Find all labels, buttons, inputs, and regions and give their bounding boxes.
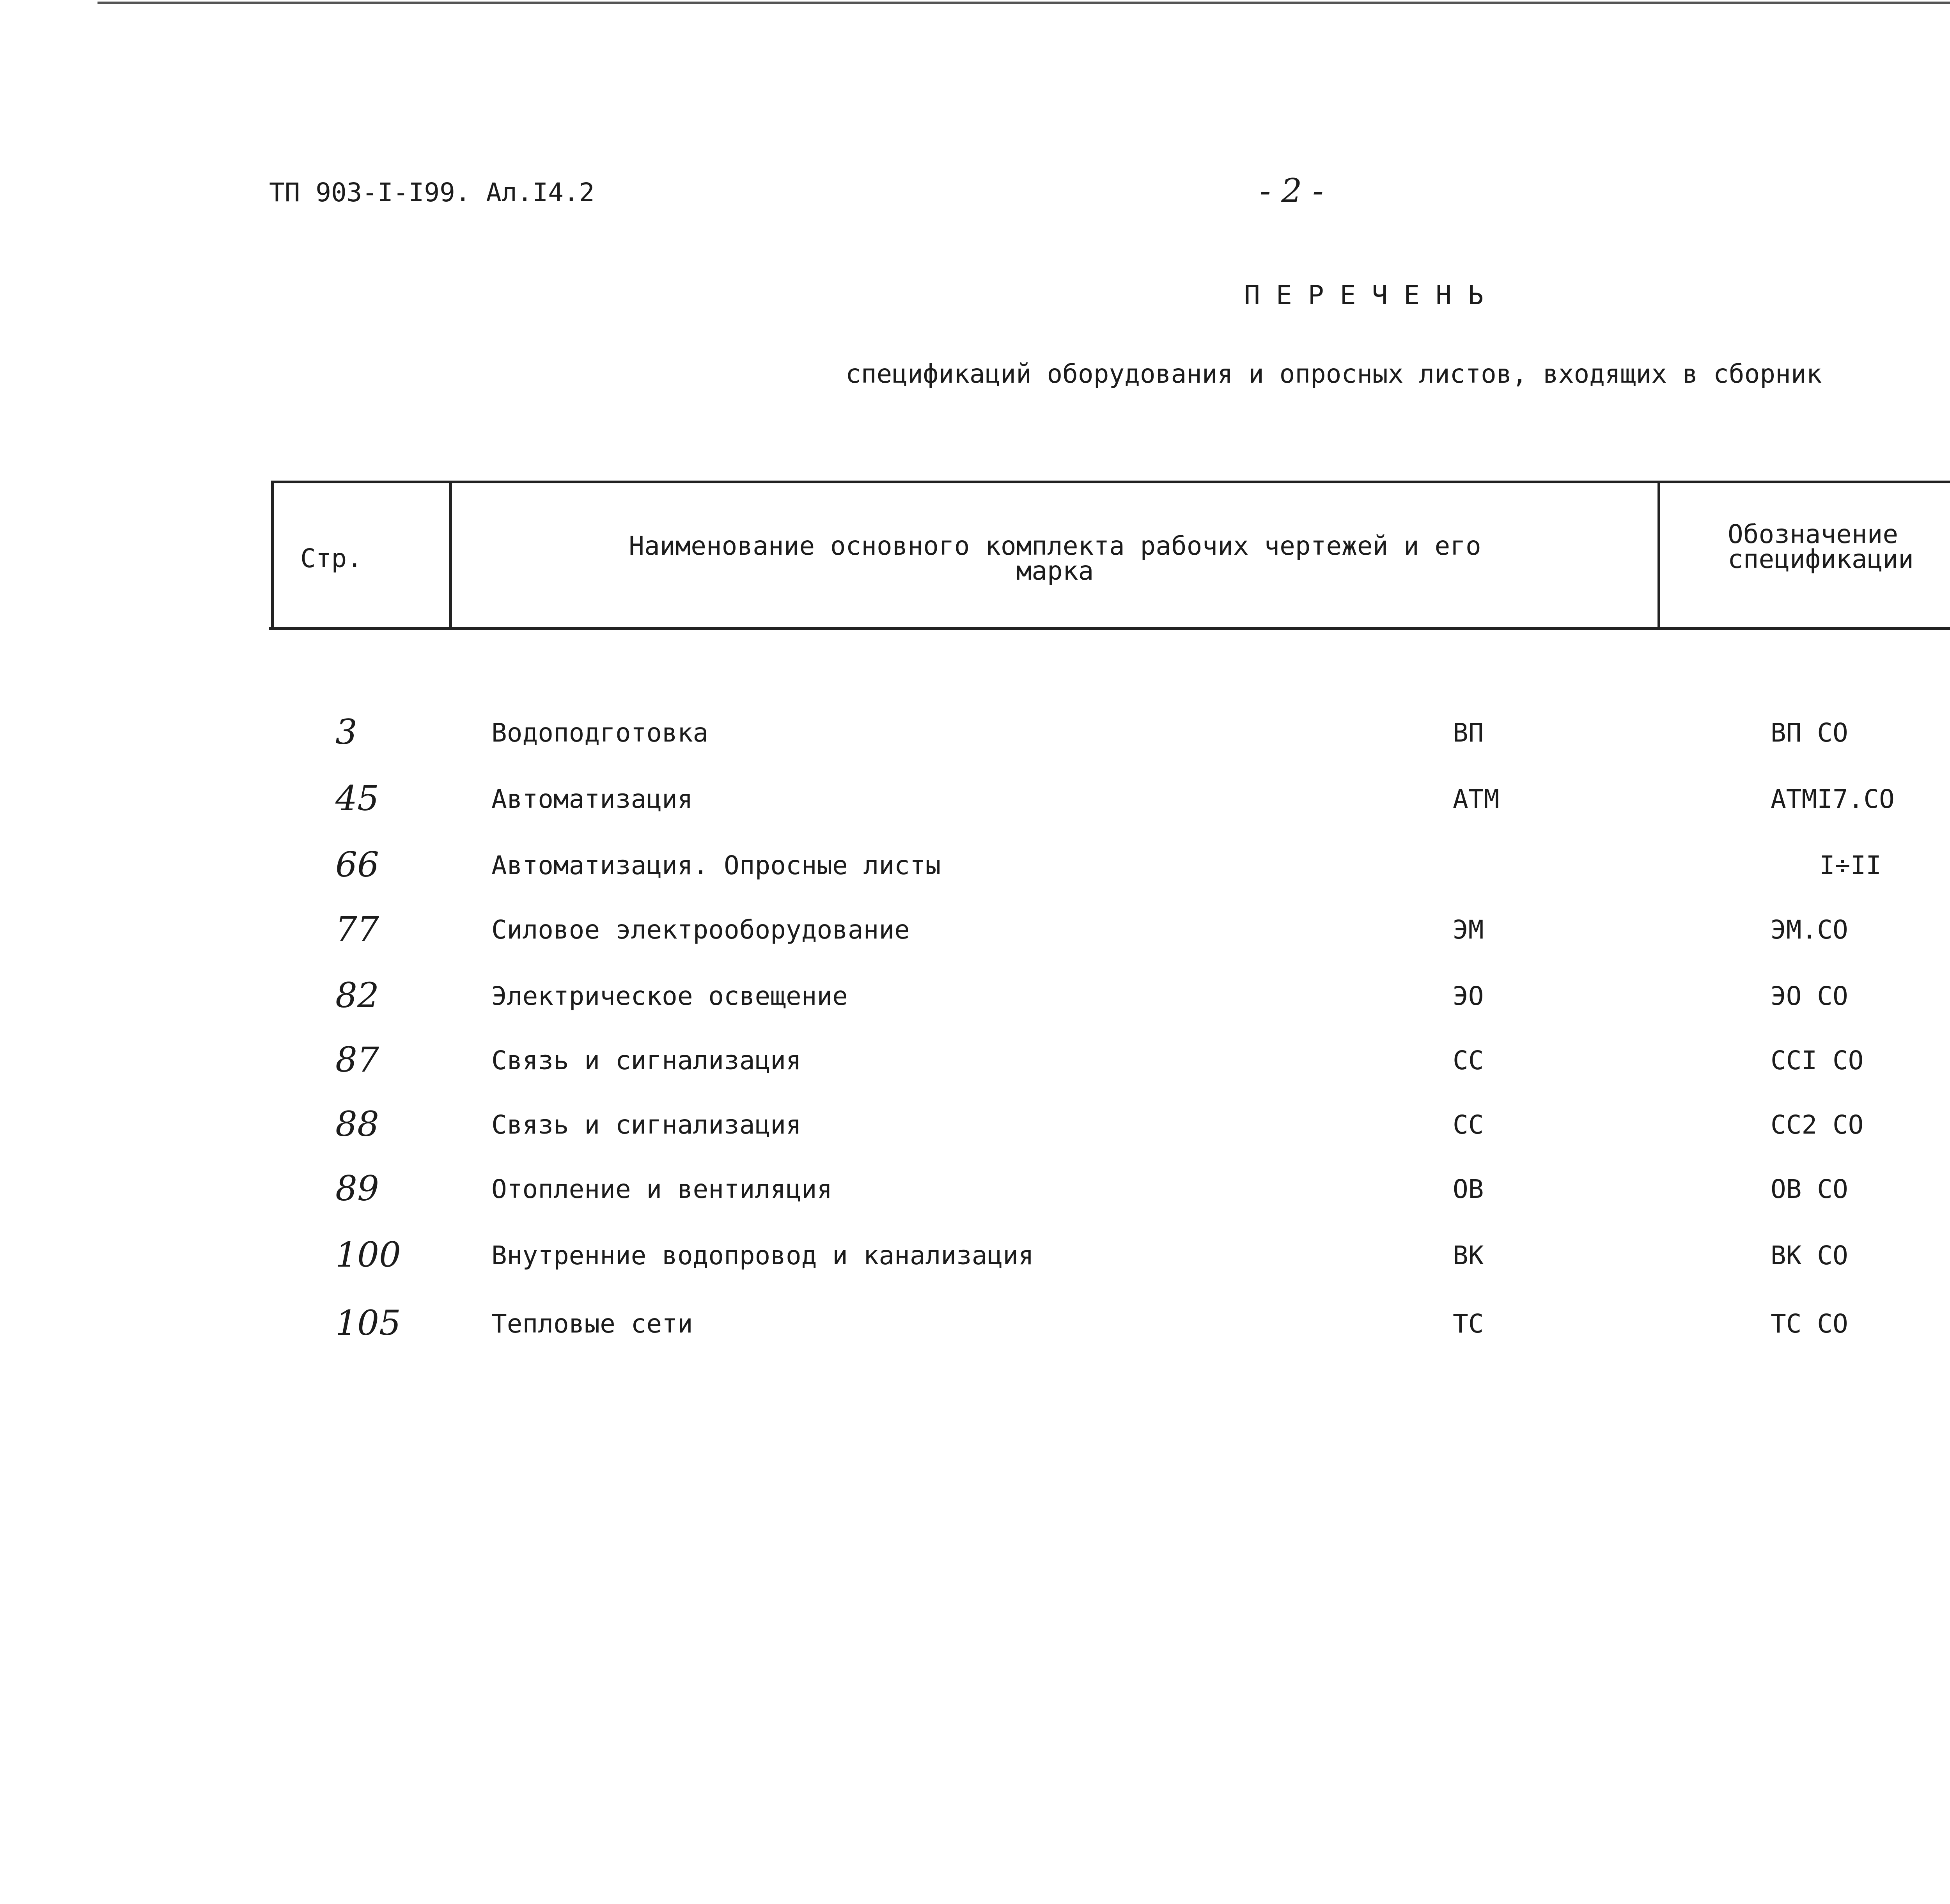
- row-designation: ССI СО: [1771, 1045, 1864, 1075]
- header-bottom-border: [269, 627, 1950, 630]
- row-page: 88: [335, 1104, 379, 1144]
- row-mark: ТС: [1453, 1309, 1484, 1339]
- row-designation: ТС СО: [1771, 1309, 1848, 1339]
- row-designation: АТМI7.СО: [1771, 784, 1895, 814]
- row-page: 82: [335, 975, 379, 1015]
- row-mark: ВК: [1453, 1240, 1484, 1271]
- row-mark: ЭО: [1453, 981, 1484, 1011]
- header-name-line2: марка: [1016, 556, 1094, 586]
- row-designation: ЭМ.СО: [1771, 915, 1848, 945]
- row-mark: АТМ: [1453, 784, 1500, 814]
- document-code: ТП 903-I-I99. Ал.I4.2: [269, 177, 595, 208]
- row-mark: СС: [1453, 1045, 1484, 1075]
- row-name: Водоподготовка: [491, 718, 709, 748]
- row-page: 89: [335, 1168, 379, 1208]
- header-page: Стр.: [300, 543, 362, 573]
- top-edge-line: [98, 2, 1950, 4]
- row-page: 66: [335, 845, 379, 885]
- row-designation: ВП СО: [1771, 718, 1848, 748]
- row-mark: ВП: [1453, 718, 1484, 748]
- row-name: Отопление и вентиляция: [491, 1174, 833, 1204]
- row-page: 87: [335, 1040, 379, 1080]
- row-designation: СС2 СО: [1771, 1110, 1864, 1140]
- row-name: Автоматизация. Опросные листы: [491, 850, 941, 880]
- row-name: Связь и сигнализация: [491, 1110, 801, 1140]
- row-name: Тепловые сети: [491, 1309, 693, 1339]
- header-top-border: [271, 481, 1950, 483]
- row-name: Связь и сигнализация: [491, 1045, 801, 1075]
- row-page: 77: [335, 909, 379, 949]
- header-divider-1: [449, 481, 452, 630]
- row-name: Внутренние водопровод и канализация: [491, 1240, 1034, 1271]
- row-designation: I÷II: [1819, 850, 1881, 880]
- header-name-line1: Наименование основного комплекта рабочих чертежей и его: [629, 531, 1481, 561]
- header-name: [452, 531, 1658, 586]
- document-subtitle: спецификаций оборудования и опросных листов, входящих в сборник: [846, 359, 1822, 389]
- row-page: 45: [335, 778, 379, 818]
- row-mark: СС: [1453, 1110, 1484, 1140]
- row-mark: ОВ: [1453, 1174, 1484, 1204]
- row-name: Силовое электрооборудование: [491, 915, 910, 945]
- header-left-border: [271, 481, 274, 630]
- header-divider-2: [1658, 481, 1660, 630]
- row-designation: ЭО СО: [1771, 981, 1848, 1011]
- row-page: 105: [335, 1303, 401, 1343]
- page-number: - 2 -: [1260, 172, 1324, 210]
- header-designation: [1728, 519, 1914, 574]
- row-page: 3: [335, 712, 357, 752]
- row-name: Автоматизация: [491, 784, 693, 814]
- row-name: Электрическое освещение: [491, 981, 848, 1011]
- row-designation: ВК СО: [1771, 1240, 1848, 1271]
- row-designation: ОВ СО: [1771, 1174, 1848, 1204]
- row-page: 100: [335, 1235, 401, 1275]
- header-designation-line2: спецификации: [1728, 544, 1914, 574]
- header-designation-line1: Обозначение: [1728, 519, 1899, 549]
- document-title: П Е Р Е Ч Е Н Ь: [1244, 280, 1484, 311]
- row-mark: ЭМ: [1453, 915, 1484, 945]
